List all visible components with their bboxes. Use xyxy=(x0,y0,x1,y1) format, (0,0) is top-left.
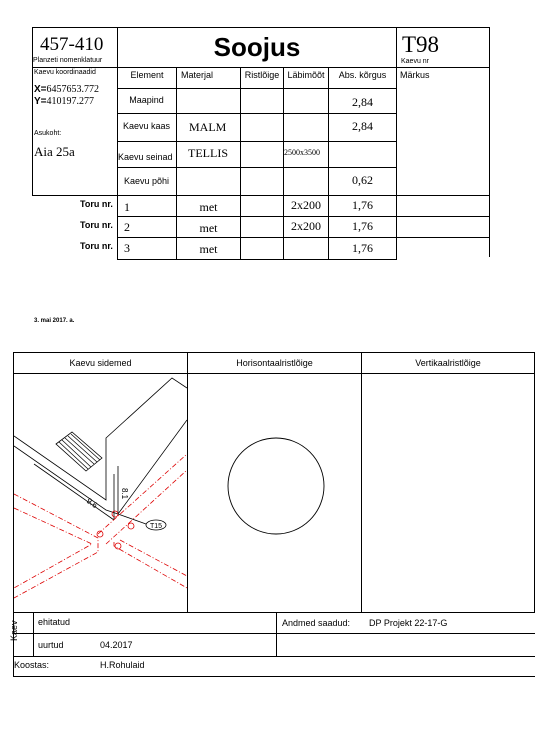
panel-title-horizontal: Horisontaalristlõige xyxy=(236,358,313,368)
pipe-1-diameter: 2x200 xyxy=(291,198,321,212)
pipe-1-material: met xyxy=(199,200,218,214)
well-number: T98 xyxy=(402,32,440,57)
panel-title-vertical: Vertikaalristlõige xyxy=(415,358,481,368)
pipe-3-height: 1,76 xyxy=(352,241,373,255)
built-label: ehitatud xyxy=(38,617,71,627)
author-label: Koostas: xyxy=(14,660,50,670)
col-diameter: Läbimõõt xyxy=(287,70,325,80)
dimension-label-a: 9.6 xyxy=(84,496,100,511)
plan-code: 457-410 xyxy=(40,34,104,55)
surveyed-value: 04.2017 xyxy=(100,640,133,650)
pipe-1-number: 1 xyxy=(124,200,130,214)
pipe-2-material: met xyxy=(199,221,218,235)
well-tag: T15 xyxy=(150,523,163,530)
row-walls-diameter: 2500x3500 xyxy=(284,148,320,157)
location-label: Asukoht: xyxy=(34,130,62,137)
data-source-value: DP Projekt 22-17-G xyxy=(369,618,448,628)
horizontal-section-drawing xyxy=(188,374,361,612)
pipe-2-label: Toru nr. xyxy=(80,220,113,230)
page-title: Soojus xyxy=(213,32,301,62)
y-coordinate: Y=410197.277 xyxy=(34,96,95,107)
col-remarks: Märkus xyxy=(400,70,430,80)
well-number-caption: Kaevu nr xyxy=(401,58,430,65)
author-value: H.Rohulaid xyxy=(100,660,145,670)
panel-title-connections: Kaevu sidemed xyxy=(69,358,132,368)
dimension-label-b: 8.1 xyxy=(120,488,129,500)
pipe-2-number: 2 xyxy=(124,220,130,234)
x-coordinate: X=6457653.772 xyxy=(34,84,100,95)
pipe-3-number: 3 xyxy=(124,241,130,255)
col-element: Element xyxy=(130,70,164,80)
col-cross-section: Ristlõige xyxy=(244,70,280,80)
pipe-1-height: 1,76 xyxy=(352,198,373,212)
pipe-2-diameter: 2x200 xyxy=(291,219,321,233)
surveyed-label: uurtud xyxy=(38,640,64,650)
row-ground-label: Maapind xyxy=(129,95,164,105)
pipe-3-material: met xyxy=(199,242,218,256)
date-note: 3. mai 2017. a. xyxy=(34,318,75,324)
row-walls-material: TELLIS xyxy=(188,146,228,160)
row-walls-label: Kaevu seinad xyxy=(118,152,173,162)
pipe-1-label: Toru nr. xyxy=(80,199,113,209)
coords-label: Kaevu koordinaadid xyxy=(34,69,96,76)
data-source-label: Andmed saadud: xyxy=(282,618,351,628)
footer-side-label: Kaev xyxy=(9,620,19,641)
pipe-3-label: Toru nr. xyxy=(80,241,113,251)
row-cover-material: MALM xyxy=(189,120,227,134)
row-cover-height: 2,84 xyxy=(352,119,373,133)
pipe-2-height: 1,76 xyxy=(352,219,373,233)
col-material: Materjal xyxy=(180,70,213,80)
row-bottom-label: Kaevu põhi xyxy=(123,176,170,186)
connections-plan-drawing xyxy=(14,374,187,612)
location-value: Aia 25a xyxy=(34,144,75,159)
col-abs-height: Abs. kõrgus xyxy=(338,70,387,80)
row-cover-label: Kaevu kaas xyxy=(122,121,171,131)
row-bottom-height: 0,62 xyxy=(352,173,373,187)
plan-code-caption: Planzeti nomenklatuur xyxy=(33,57,103,64)
row-ground-height: 2,84 xyxy=(352,95,373,109)
well-circle xyxy=(228,438,324,534)
